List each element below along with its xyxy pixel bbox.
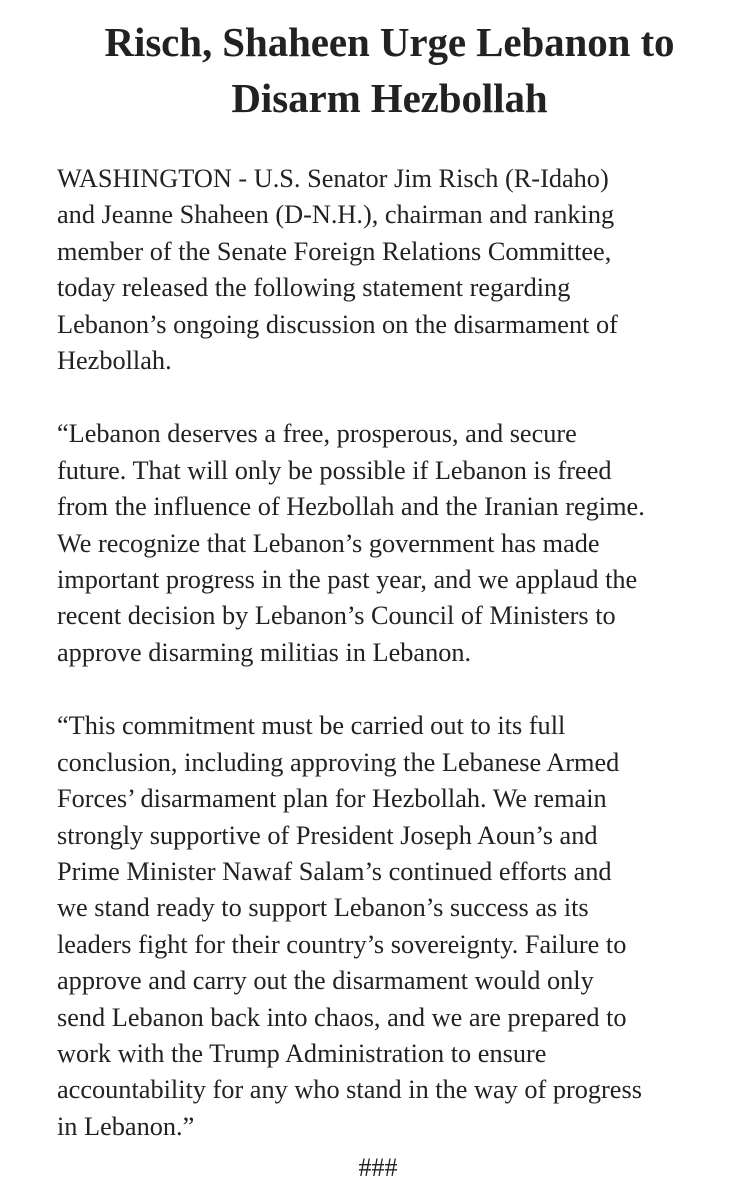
text-line: We recognize that Lebanon’s government has made <box>57 528 600 558</box>
text-line: member of the Senate Foreign Relations Committee, <box>57 236 612 266</box>
intro-paragraph <box>57 161 722 379</box>
text-line: approve disarming militias in Lebanon. <box>57 637 472 667</box>
text-line: approve and carry out the disarmament would only <box>57 966 594 996</box>
text-line: WASHINGTON - U.S. Senator Jim Risch (R-Idaho) <box>57 164 609 193</box>
statement-paragraph-2 <box>57 708 722 1145</box>
text-line: “This commitment must be carried out to its full <box>57 711 566 741</box>
text-line: Prime Minister Nawaf Salam’s continued efforts and <box>57 856 612 886</box>
press-release-title <box>57 14 722 126</box>
press-release-body <box>57 161 722 1145</box>
title-line-2: Disarm Hezbollah <box>231 75 548 121</box>
text-line: from the influence of Hezbollah and the Iranian regime. <box>57 492 645 522</box>
text-line: important progress in the past year, and we applaud the <box>57 565 638 595</box>
text-line: recent decision by Lebanon’s Council of Ministers to <box>57 601 616 631</box>
text-line: “Lebanon deserves a free, prosperous, and secure <box>57 419 577 449</box>
text-line: in Lebanon.” <box>57 1111 195 1141</box>
text-line: Forces’ disarmament plan for Hezbollah. We remain <box>57 784 607 814</box>
text-line: today released the following statement regarding <box>57 273 571 303</box>
text-line: accountability for any who stand in the way of progress <box>57 1075 642 1105</box>
text-line: Hezbollah. <box>57 346 172 376</box>
text-line: Lebanon’s ongoing discussion on the disarmament of <box>57 309 618 339</box>
statement-paragraph-1 <box>57 416 722 671</box>
text-line: work with the Trump Administration to ensure <box>57 1038 547 1068</box>
text-line: leaders fight for their country’s sovereignty. Failure to <box>57 929 627 959</box>
text-line: strongly supportive of President Joseph Aoun’s and <box>57 820 598 850</box>
title-line-1: Risch, Shaheen Urge Lebanon to <box>104 19 675 65</box>
text-line: conclusion, including approving the Lebanese Armed <box>57 747 620 777</box>
end-marker: ### <box>358 1153 398 1182</box>
text-line: we stand ready to support Lebanon’s success as its <box>57 893 589 923</box>
text-line: future. That will only be possible if Lebanon is freed <box>57 455 612 485</box>
text-line: and Jeanne Shaheen (D-N.H.), chairman and ranking <box>57 200 615 230</box>
text-line: send Lebanon back into chaos, and we are prepared to <box>57 1002 627 1032</box>
